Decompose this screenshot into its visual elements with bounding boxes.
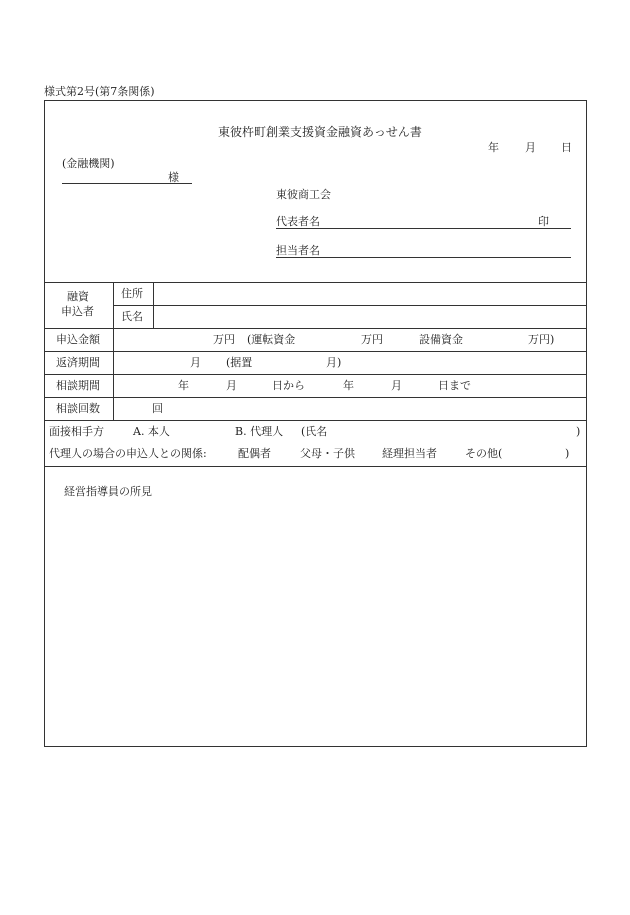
- consult-to-year: 年: [343, 379, 354, 392]
- amount-equipment: 設備資金: [419, 333, 463, 346]
- interview-name-open: (氏名: [301, 425, 328, 438]
- consult-from-day: 日から: [272, 379, 305, 392]
- repayment-grace-month: 月): [326, 356, 342, 369]
- representative-line[interactable]: [276, 228, 571, 229]
- form-title: 東彼杵町創業支援資金融資あっせん書: [218, 125, 422, 139]
- relation-accounting[interactable]: 経理担当者: [382, 447, 437, 460]
- relation-label: 代理人の場合の申込人との関係:: [49, 447, 207, 460]
- person-in-charge-line[interactable]: [276, 257, 571, 258]
- consult-count-rule: [44, 420, 587, 421]
- relation-parent-child[interactable]: 父母・子供: [300, 447, 355, 460]
- applicant-label-2: 申込者: [61, 305, 94, 318]
- amount-unit-total: 万円: [213, 333, 235, 346]
- date-month-label: 月: [525, 141, 536, 154]
- institution-label: (金融機関): [62, 157, 115, 170]
- honorific: 様: [168, 171, 179, 184]
- form-number: 様式第2号(第7条関係): [44, 85, 155, 98]
- consult-period-label: 相談期間: [56, 379, 100, 392]
- sub-label-column-rule: [153, 282, 154, 328]
- amount-label: 申込金額: [56, 333, 100, 346]
- repayment-rule: [44, 374, 587, 375]
- repayment-grace: (据置: [226, 356, 253, 369]
- date-day-label: 日: [561, 141, 572, 154]
- applicant-rule: [44, 328, 587, 329]
- consult-from-year: 年: [178, 379, 189, 392]
- name-label: 氏名: [121, 310, 143, 323]
- amount-working-capital: (運転資金: [247, 333, 296, 346]
- advisor-opinion-label: 経営指導員の所見: [64, 485, 152, 498]
- address-label: 住所: [121, 287, 143, 300]
- interview-rule: [44, 466, 587, 467]
- representative-label: 代表者名: [276, 215, 320, 228]
- relation-other-close: ): [565, 447, 570, 460]
- interview-option-b[interactable]: B. 代理人: [235, 425, 284, 438]
- repayment-month: 月: [190, 356, 201, 369]
- person-in-charge-label: 担当者名: [276, 244, 320, 257]
- amount-unit-equipment: 万円): [528, 333, 555, 346]
- repayment-label: 返済期間: [56, 356, 100, 369]
- consult-to-day: 日まで: [438, 379, 471, 392]
- consult-count-unit: 回: [152, 402, 163, 415]
- interview-option-a[interactable]: A. 本人: [133, 425, 170, 438]
- applicant-label-1: 融資: [67, 290, 89, 303]
- address-name-rule: [113, 305, 587, 306]
- label-column-rule: [113, 282, 114, 420]
- issuer-name: 東彼商工会: [276, 188, 331, 201]
- consult-from-month: 月: [226, 379, 237, 392]
- seal-mark: 印: [538, 215, 549, 228]
- table-top-rule: [44, 282, 587, 283]
- interview-name-close: ): [576, 425, 581, 438]
- relation-spouse[interactable]: 配偶者: [238, 447, 271, 460]
- consult-count-label: 相談回数: [56, 402, 100, 415]
- relation-other[interactable]: その他(: [465, 447, 503, 460]
- date-year-label: 年: [488, 141, 499, 154]
- consult-to-month: 月: [391, 379, 402, 392]
- amount-rule: [44, 351, 587, 352]
- consult-period-rule: [44, 397, 587, 398]
- amount-unit-working: 万円: [361, 333, 383, 346]
- interview-label: 面接相手方: [49, 425, 104, 438]
